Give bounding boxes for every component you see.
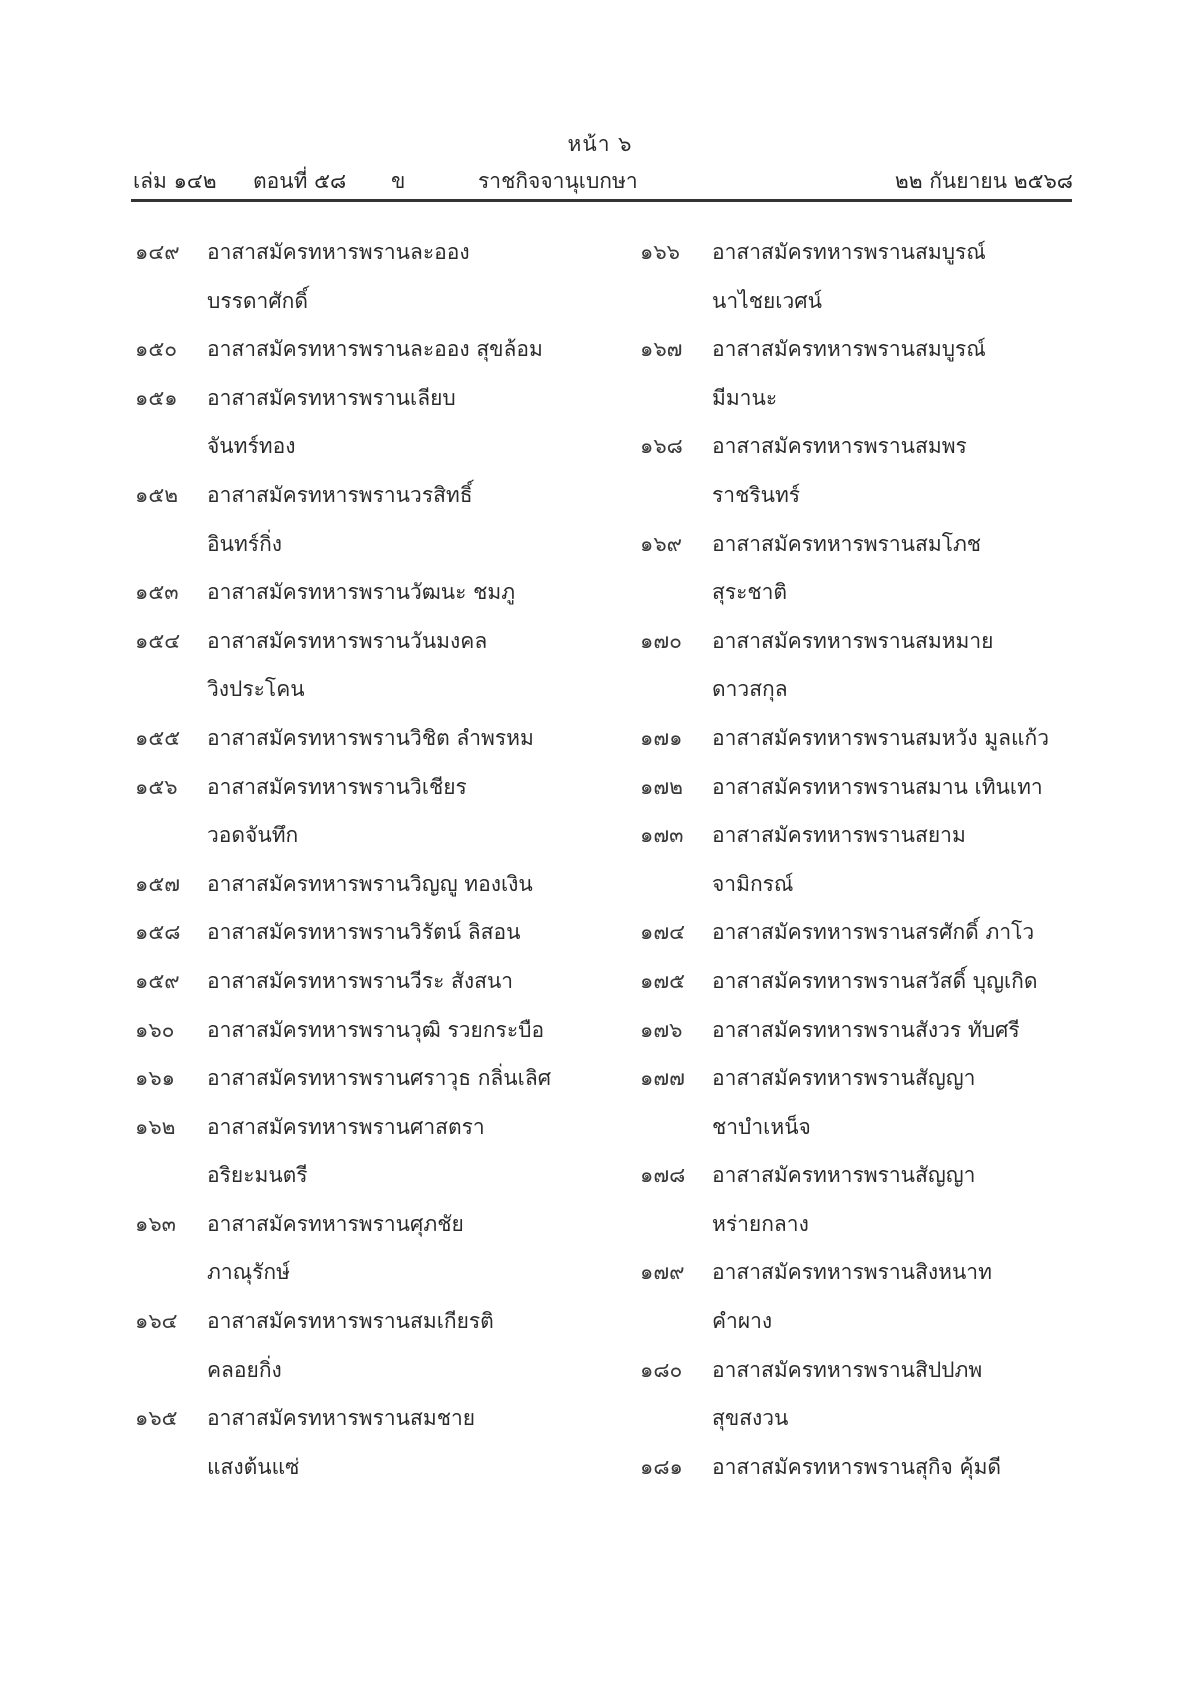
- item-name: อาสาสมัครทหารพรานสรศักดิ์ ภาโว: [712, 920, 1035, 945]
- list-item: [640, 1151, 1080, 1200]
- item-name: อาสาสมัครทหารพรานวันมงคล: [207, 628, 488, 653]
- item-name: อาสาสมัครทหารพรานสมเกียรติ: [207, 1309, 494, 1334]
- item-name: อาสาสมัครทหารพรานศาสตรา: [207, 1114, 485, 1139]
- item-number: ๑๖๑: [135, 1066, 175, 1091]
- list-item-continuation: [640, 665, 1080, 714]
- item-name: อาสาสมัครทหารพรานเลียบ: [207, 385, 456, 410]
- list-item-continuation: [640, 1394, 1080, 1443]
- item-number: ๑๕๖: [135, 774, 178, 799]
- list-item: [640, 957, 1080, 1006]
- section-label: ข: [391, 169, 406, 193]
- item-number: ๑๗๗: [640, 1066, 685, 1091]
- list-item: [640, 1443, 1080, 1492]
- list-item: [640, 617, 1080, 666]
- list-item-continuation: [640, 568, 1080, 617]
- item-number: ๑๕๙: [135, 968, 180, 993]
- list-item: [640, 714, 1080, 763]
- item-number: ๑๗๒: [640, 774, 683, 799]
- list-item: [135, 908, 605, 957]
- list-item: [135, 325, 605, 374]
- item-number: ๑๗๐: [640, 628, 682, 653]
- list-item-continuation: [135, 1443, 605, 1492]
- list-item-continuation: [135, 1346, 605, 1395]
- item-number: ๑๗๕: [640, 968, 686, 993]
- list-item: [640, 763, 1080, 812]
- list-item-continuation: [640, 1103, 1080, 1152]
- item-name: อาสาสมัครทหารพรานสิงหนาท: [712, 1260, 992, 1285]
- item-number: ๑๕๓: [135, 580, 179, 605]
- item-name: อาสาสมัครทหารพรานสมหวัง มูลแก้ว: [712, 725, 1050, 750]
- item-name: อาสาสมัครทหารพรานสมชาย: [207, 1406, 476, 1431]
- item-number: ๑๘๐: [640, 1357, 683, 1382]
- item-name: ภาณุรักษ์: [207, 1260, 290, 1285]
- list-item: [640, 1054, 1080, 1103]
- list-item: [640, 228, 1080, 277]
- item-number: ๑๖๐: [135, 1017, 175, 1042]
- list-item-continuation: [640, 1200, 1080, 1249]
- item-name: อาสาสมัครทหารพรานสมบูรณ์: [712, 240, 986, 264]
- item-number: ๑๕๑: [135, 385, 178, 410]
- item-number: ๑๖๗: [640, 337, 683, 362]
- item-number: ๑๖๙: [640, 531, 683, 556]
- item-name: คำผาง: [712, 1309, 773, 1334]
- item-number: ๑๗๔: [640, 920, 686, 945]
- list-item-continuation: [135, 811, 605, 860]
- list-item-continuation: [135, 1151, 605, 1200]
- item-name: อาสาสมัครทหารพรานสมบูรณ์: [712, 337, 986, 362]
- item-name: อาสาสมัครทหารพรานสมหมาย: [712, 628, 994, 653]
- list-item: [135, 1394, 605, 1443]
- item-number: ๑๗๖: [640, 1017, 683, 1042]
- item-name: อินทร์กิ่ง: [207, 531, 283, 556]
- item-name: จันทร์ทอง: [207, 434, 296, 459]
- item-name: คลอยกิ่ง: [207, 1357, 282, 1382]
- list-item: [135, 1054, 605, 1103]
- item-name: อาสาสมัครทหารพรานละออง: [207, 240, 470, 264]
- list-item-continuation: [640, 374, 1080, 423]
- item-name: อาสาสมัครทหารพรานวิญญู ทองเงิน: [207, 871, 533, 896]
- item-name: นาไชยเวศน์: [712, 288, 822, 313]
- item-number: ๑๕๔: [135, 628, 181, 653]
- list-item: [135, 374, 605, 423]
- item-number: ๑๗๓: [640, 823, 684, 848]
- item-number: ๑๕๒: [135, 482, 179, 507]
- item-name: อาสาสมัครทหารพรานวรสิทธิ์: [207, 482, 473, 507]
- item-number: ๑๕๗: [135, 871, 181, 896]
- list-item: [640, 1006, 1080, 1055]
- item-name: สุขสงวน: [712, 1406, 789, 1431]
- list-item: [135, 1103, 605, 1152]
- item-name: จามิกรณ์: [712, 871, 794, 896]
- list-item: [135, 714, 605, 763]
- list-item: [135, 617, 605, 666]
- item-number: ๑๕๐: [135, 337, 178, 362]
- item-number: ๑๗๙: [640, 1260, 685, 1285]
- list-item: [135, 471, 605, 520]
- item-number: ๑๔๙: [135, 240, 180, 264]
- item-number: ๑๖๕: [135, 1406, 178, 1431]
- item-number: ๑๗๑: [640, 725, 683, 750]
- item-name: อาสาสมัครทหารพรานสัญญา: [712, 1163, 976, 1188]
- item-number: ๑๖๖: [640, 240, 680, 264]
- list-item: [640, 908, 1080, 957]
- list-item: [135, 1200, 605, 1249]
- publication-date: ๒๒ กันยายน ๒๕๖๘: [894, 169, 1073, 193]
- item-name: อริยะมนตรี: [207, 1163, 308, 1188]
- list-item-continuation: [135, 277, 605, 326]
- list-item: [640, 520, 1080, 569]
- item-name: อาสาสมัครทหารพรานวิเชียร: [207, 774, 467, 799]
- item-name: อาสาสมัครทหารพรานวัฒนะ ชมภู: [207, 580, 516, 605]
- item-name: วิงประโคน: [207, 677, 305, 702]
- list-item: [640, 1346, 1080, 1395]
- list-item-continuation: [135, 422, 605, 471]
- item-name: อาสาสมัครทหารพรานวิชิต ลำพรหม: [207, 725, 534, 750]
- item-name: อาสาสมัครทหารพรานสมโภช: [712, 531, 982, 556]
- gazette-header: [133, 165, 1073, 199]
- issue-label: ตอนที่ ๕๘: [253, 169, 347, 193]
- item-name: สุระชาติ: [712, 580, 788, 605]
- publication-title: ราชกิจจานุเบกษา: [478, 169, 638, 193]
- item-name: อาสาสมัครทหารพรานวุฒิ รวยกระบือ: [207, 1017, 545, 1042]
- item-number: ๑๕๕: [135, 725, 181, 750]
- list-item: [135, 957, 605, 1006]
- item-number: ๑๖๓: [135, 1211, 177, 1236]
- list-item-continuation: [135, 520, 605, 569]
- list-item: [135, 763, 605, 812]
- item-name: ราชรินทร์: [712, 482, 801, 507]
- list-item: [135, 228, 605, 277]
- item-name: อาสาสมัครทหารพรานสมพร: [712, 434, 967, 459]
- list-item: [640, 422, 1080, 471]
- list-item: [135, 1297, 605, 1346]
- item-number: ๑๖๘: [640, 434, 683, 459]
- item-name: แสงต้นแซ่: [207, 1454, 300, 1479]
- item-name: อาสาสมัครทหารพรานสิปปภพ: [712, 1357, 983, 1382]
- item-number: ๑๖๒: [135, 1114, 176, 1139]
- item-name: บรรดาศักดิ์: [207, 288, 309, 313]
- item-number: ๑๗๘: [640, 1163, 686, 1188]
- item-name: อาสาสมัครทหารพรานละออง สุขล้อม: [207, 337, 543, 362]
- left-column: [135, 228, 605, 1491]
- list-item: [135, 1006, 605, 1055]
- list-item: [640, 811, 1080, 860]
- item-name: ชาบำเหน็จ: [712, 1114, 811, 1139]
- item-number: ๑๘๑: [640, 1454, 683, 1479]
- item-name: อาสาสมัครทหารพรานศราวุธ กลิ่นเลิศ: [207, 1066, 552, 1091]
- header-rule: [131, 199, 1072, 202]
- item-name: วอดจันทึก: [207, 823, 299, 848]
- item-name: อาสาสมัครทหารพรานสุกิจ คุ้มดี: [712, 1454, 1002, 1479]
- item-name: อาสาสมัครทหารพรานวิรัตน์ ลิสอน: [207, 920, 521, 945]
- list-item: [135, 568, 605, 617]
- item-name: หร่ายกลาง: [712, 1211, 809, 1236]
- list-item: [135, 860, 605, 909]
- list-item-continuation: [640, 860, 1080, 909]
- list-item-continuation: [640, 277, 1080, 326]
- item-name: ดาวสกุล: [712, 677, 788, 702]
- list-item-continuation: [640, 471, 1080, 520]
- item-name: อาสาสมัครทหารพรานสยาม: [712, 823, 966, 848]
- item-name: อาสาสมัครทหารพรานสมาน เทินเทา: [712, 774, 1043, 799]
- list-item-continuation: [640, 1297, 1080, 1346]
- item-name: อาสาสมัครทหารพรานวีระ สังสนา: [207, 968, 514, 993]
- list-item-continuation: [135, 1248, 605, 1297]
- item-number: ๑๕๘: [135, 920, 181, 945]
- item-name: อาสาสมัครทหารพรานสัญญา: [712, 1066, 976, 1091]
- list-item: [640, 325, 1080, 374]
- right-column: [640, 228, 1080, 1491]
- item-name: มีมานะ: [712, 385, 778, 410]
- item-name: อาสาสมัครทหารพรานศุภชัย: [207, 1211, 464, 1236]
- list-item: [640, 1248, 1080, 1297]
- volume-label: เล่ม ๑๔๒: [133, 169, 217, 193]
- page-number: หน้า ๖: [567, 132, 633, 156]
- item-name: อาสาสมัครทหารพรานสังวร ทับศรี: [712, 1017, 1020, 1042]
- item-name: อาสาสมัครทหารพรานสวัสดิ์ บุญเกิด: [712, 968, 1038, 993]
- list-item-continuation: [135, 665, 605, 714]
- item-number: ๑๖๔: [135, 1309, 178, 1334]
